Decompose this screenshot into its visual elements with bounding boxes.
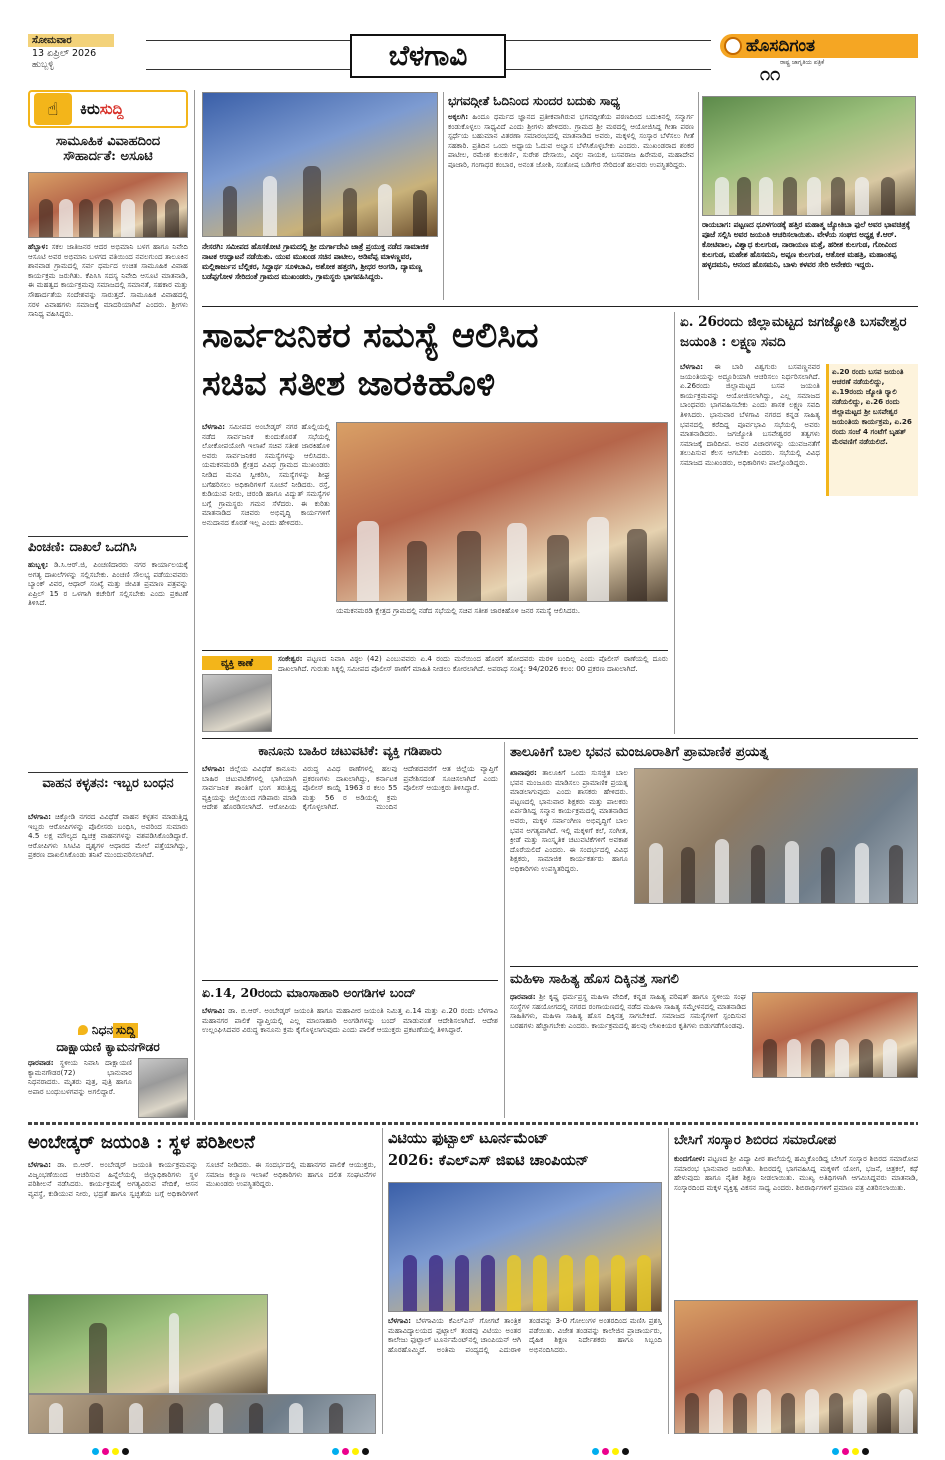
vyakti-kane-text: ವ್ಯಕ್ತಿ ಕಾಣೆ — [220, 657, 254, 669]
top-photo-caption: ನೇಸರಗಿ: ಸಮೀಪದ ಹೊಸಕೋಟಿ ಗ್ರಾಮದಲ್ಲಿ ಶ್ರೀ ದುರ್ಗಾದೇವಿ ಜಾತ್ರೆ ಪ್ರಯುಕ್ತ ನಡೆದ ಸಾಮಾಜಿಕ ನಾಟಕ ಉದ್ಘಾಟನೆ ನಡೆಯಿತು. ಯುವ ಮುಖಂಡ ಸಚಿನ ಪಾಟೀಲ, ಅಡಿವೆಪ್ಪ ಮಾಳಣ್ಣವರ, ಮಲ್ಲಿಕಾರ್ಜುನ ಬೆಲ್ಲಿಕರ, ಸಿದ್ದಾರ್ಥ ಸೂಳಿಬಾವಿ, ಅಶೋಕ ಹತ್ತರಗಿ, ಶ್ರೀಧರ ಅಂಗಡಿ, ದ್ಯಾಮಣ್ಣ ಬಡೆಪ್ಪಗೋಳ ಸೇರಿದಂತೆ ಗ್ರಾಮದ ಮುಖಂಡರು, ಗ್ರಾಮಸ್ಥರು ಭಾಗವಹಿಸಿದ್ದರು. — [202, 242, 429, 281]
jayanti-highlight: ಏ.20 ರಂದು ಬಸವ ಜಯಂತಿ ಆಚರಣೆ ನಡೆಯಲಿದ್ದು, ಏ.19ರಂದು ಜ್ಯೋತಿ ರ‍್ಯಾಲಿ ನಡೆಯಲಿದ್ದು, ಏ.26 ರಂದು ಜಿಲ್ಲಾಮಟ್ಟದ ಶ್ರೀ ಬಸವೇಶ್ವರ ಜಯಂತಿಯ ಕಾರ್ಯಕ್ರಮ, ಏ.26 ರಂದು ಸಂಜೆ 4 ಗಂಟೆಗೆ ಬೃಹತ್ ಮೆರವಣಿಗೆ ನಡೆಯಲಿದೆ. — [832, 367, 912, 446]
date-block — [28, 34, 140, 82]
besige-dateline: ಕುಂದಗೋಳ: — [674, 1154, 705, 1163]
top-photo — [202, 92, 438, 237]
bhagavadgita-dateline: ಅಕ್ಕಲಗಿ: — [448, 112, 469, 121]
kiru-item-3-headline: ವಾಹನ ಕಳ್ಳತನ: ಇಬ್ಬರ ಬಂಧನ — [42, 776, 174, 791]
vyakti-kane-dateline: ಸಂಕೇಶ್ವರ: — [278, 654, 303, 663]
minister-photo-caption: ಯಮಕನಮರಡಿ ಕ್ಷೇತ್ರದ ಗ್ರಾಮದಲ್ಲಿ ನಡೆದ ಸಭೆಯಲ್ಲಿ ಸಚಿವ ಸತೀಶ ಜಾರಕಿಹೊಳಿ ಜನರ ಸಮಸ್ಯೆ ಆಲಿಸಿದರು. — [336, 606, 581, 615]
bhagavadgita-body — [448, 112, 694, 302]
divider — [510, 966, 918, 967]
balabhavana-photo — [634, 768, 918, 904]
section-title-box — [350, 34, 506, 78]
jayanti-text: ಈ ಬಾರಿ ವಿಶ್ವಗುರು ಬಸವಣ್ಣನವರ ಜಯಂತಿಯನ್ನು ಅದ್ದೂರಿಯಾಗಿ ಆಚರಿಸಲು ನಿರ್ಧರಿಸಲಾಗಿದೆ. ಏ.26ರಂದು ಜಿಲ್ಲಾಮಟ್ಟದ ಬಸವ ಜಯಂತಿ ಕಾರ್ಯಕ್ರಮವನ್ನು ಆಯೋಜಿಸಲಾಗಿದ್ದು, ಎಲ್ಲ ಸಮಾಜದ ಬಾಂಧವರು ಭಾಗವಹಿಸಬೇಕು ಎಂದು ಶಾಸಕ ಲಕ್ಷ್ಮಣ ಸವದಿ ತಿಳಿಸಿದರು. ಭಾನುವಾರ ಬೆಳಗಾವಿ ನಗರದ ಕನ್ನಡ ಸಾಹಿತ್ಯ ಭವನದಲ್ಲಿ ಕರೆದಿದ್ದ ಪೂರ್ವಭಾವಿ ಸಭೆಯಲ್ಲಿ ಅವರು ಮಾತನಾಡಿದರು. ಜಗಜ್ಯೋತಿ ಬಸವೇಶ್ವರರ ತತ್ವಗಳು ಸಮಾಜಕ್ಕೆ ದಾರಿದೀಪ. ಅವರ ವಿಚಾರಗಳನ್ನು ಯುವಜನತೆಗೆ ತಲುಪಿಸುವ ಕೆಲಸ ಆಗಬೇಕು ಎಂದರು. ಸಭೆಯಲ್ಲಿ ವಿವಿಧ ಸಮಾಜದ ಮುಖಂಡರು, ಅಧಿಕಾರಿಗಳು ಪಾಲ್ಗೊಂಡಿದ್ದರು. — [680, 362, 820, 467]
football-headline-line1: ವಿಟಿಯು ಫುಟ್ಬಾಲ್ ಟೂರ್ನಮೆಂಟ್ — [388, 1130, 549, 1147]
kiru-item-1-dateline: ಹೆಬ್ಬಾಳ: — [28, 242, 49, 251]
mahila-dateline: ಧಾರವಾಡ: — [510, 992, 536, 1001]
jayanti-body-right — [826, 502, 918, 734]
nidhana-text: ಸ್ಥಳೀಯ ನಿವಾಸಿ ದಾಕ್ಷಾಯಣಿ ಕ್ಯಾಮನಗೌಡರ(72) ಭಾನುವಾರ ನಿಧನರಾದರು. ಮೃತರು ಪುತ್ರ, ಪುತ್ರಿ ಹಾಗೂ ಅಪಾರ ಬಂಧುಬಳಗವನ್ನು ಅಗಲಿದ್ದಾರೆ. — [28, 1058, 132, 1096]
besige-body — [674, 1154, 918, 1290]
minister-headline-line1: ಸಾರ್ವಜನಿಕರ ಸಮಸ್ಯೆ ಆಲಿಸಿದ — [202, 315, 539, 356]
nidhana-logo — [28, 1022, 188, 1038]
column-rule — [382, 1128, 383, 1434]
column-rule — [668, 1128, 669, 1434]
football-dateline: ಬೆಳಗಾವಿ: — [388, 1316, 412, 1325]
kiru-item-1-body — [28, 242, 188, 532]
city-label: ಹುಬ್ಬಳ್ಳಿ — [32, 60, 54, 70]
bhagavadgita-text: ಹಿಂದೂ ಧರ್ಮದ ಜ್ಞಾನದ ಪ್ರತೀಕವಾಗಿರುವ ಭಗವದ್ಗೀತೆಯ ಪಠಣದಿಂದ ಬದುಕಿನಲ್ಲಿ ಸನ್ಮಾರ್ಗ ಕಂಡುಕೊಳ್ಳಲು ಸಾಧ್ಯವಿದೆ ಎಂದು ಶ್ರೀಗಳು ಹೇಳಿದರು. ಗ್ರಾಮದ ಶ್ರೀ ಮಠದಲ್ಲಿ ಆಯೋಜಿಸಿದ್ದ ಗೀತಾ ಪಠಣ ಸ್ಪರ್ಧೆಯ ಬಹುಮಾನ ವಿತರಣಾ ಸಮಾರಂಭದಲ್ಲಿ ಮಾತನಾಡಿದ ಅವರು, ಮಕ್ಕಳಲ್ಲಿ ಸಂಸ್ಕಾರ ಬೆಳೆಸಲು ಗೀತೆ ಸಹಕಾರಿ. ಪ್ರತಿದಿನ ಒಂದು ಅಧ್ಯಾಯ ಓದುವ ಅಭ್ಯಾಸ ಬೆಳೆಸಿಕೊಳ್ಳಬೇಕು ಎಂದರು. ಮುಖಂಡರಾದ ಶಂಕರ ಪಾಟೀಲ, ರಮೇಶ ಕುಲಕರ್ಣಿ, ಸುರೇಶ ದೇಸಾಯಿ, ವಿಠ್ಠಲ ನಾಯಕ, ಬಸವರಾಜ ಹಿರೇಮಠ, ಮಹಾದೇವ ಪೂಜಾರಿ, ಗಂಗಾಧರ ಕಂಬಾರ, ಅನಂತ ಜೋಶಿ, ಸಂತೋಷ ಬಡಿಗೇರ ಸೇರಿದಂತೆ ಹಲವರು ಉಪಸ್ಥಿತರಿದ್ದರು. — [448, 112, 694, 169]
brand-band — [720, 34, 918, 58]
mamsahara-dateline: ಬೆಳಗಾವಿ: — [202, 1006, 226, 1015]
raybag-photo — [702, 96, 916, 216]
kiru-item-1-photo — [28, 172, 188, 238]
ambedkar-headline: ಅಂಬೇಡ್ಕರ್ ಜಯಂತಿ : ಸ್ಥಳ ಪರಿಶೀಲನೆ — [28, 1132, 255, 1153]
registration-marks — [92, 1440, 892, 1450]
column-rule — [443, 92, 444, 300]
kiru-item-2-body — [28, 560, 188, 768]
ambedkar-body — [28, 1160, 376, 1290]
minister-headline — [202, 312, 668, 414]
kiru-item-2-text: ಡಿ.ಸಿ.ಆರ್.ಜಿ, ಪಿಂಚಣಿದಾರರು ನಗರ ಕಾರ್ಯಾಲಯಕ್ಕೆ ಅಗತ್ಯ ದಾಖಲೆಗಳನ್ನು ಸಲ್ಲಿಸಬೇಕು. ಪಿಂಚಣಿ ಸೌಲಭ್ಯ ಪಡೆಯುವವರು ಬ್ಯಾಂಕ್ ವಿವರ, ಆಧಾರ್ ಸಂಖ್ಯೆ ಮತ್ತು ಜೀವಿತ ಪ್ರಮಾಣ ಪತ್ರವನ್ನು ಏಪ್ರಿಲ್ 15 ರ ಒಳಗಾಗಿ ಕಚೇರಿಗೆ ಸಲ್ಲಿಸಬೇಕು ಎಂದು ಪ್ರಕಟಣೆ ತಿಳಿಸಿದೆ. — [28, 560, 188, 608]
vyakti-kane-label — [202, 656, 272, 670]
kiru-item-1-headline: ಸಾಮೂಹಿಕ ವಿವಾಹದಿಂದ ಸೌಹಾರ್ದತೆ: ಅಸೂಟಿ — [55, 134, 161, 164]
kanoonu-body — [202, 764, 498, 976]
kiru-item-3-text: ಚಿಕ್ಕೋಡಿ ನಗರದ ವಿವಿಧೆಡೆ ವಾಹನ ಕಳ್ಳತನ ಮಾಡುತ್ತಿದ್ದ ಇಬ್ಬರು ಆರೋಪಿಗಳನ್ನು ಪೊಲೀಸರು ಬಂಧಿಸಿ, ಅವರಿಂದ ಸುಮಾರು 4.5 ಲಕ್ಷ ಮೌಲ್ಯದ ದ್ವಿಚಕ್ರ ವಾಹನಗಳನ್ನು ವಶಪಡಿಸಿಕೊಂಡಿದ್ದಾರೆ. ಆರೋಪಿಗಳು ಸಿಸಿಟಿವಿ ದೃಶ್ಯಗಳ ಆಧಾರದ ಮೇಲೆ ಪತ್ತೆಯಾಗಿದ್ದು, ಪ್ರಕರಣ ದಾಖಲಿಸಿಕೊಂಡು ತನಿಖೆ ಮುಂದುವರಿಸಲಾಗಿದೆ. — [28, 812, 188, 860]
balabhavana-text: ತಾಲೂಕಿಗೆ ಒಂದು ಸುಸಜ್ಜಿತ ಬಾಲ ಭವನ ಮಂಜೂರು ಮಾಡಿಸಲು ಪ್ರಾಮಾಣಿಕ ಪ್ರಯತ್ನ ಮಾಡಲಾಗುವುದು ಎಂದು ಶಾಸಕರು ಹೇಳಿದರು. ಪಟ್ಟಣದಲ್ಲಿ ಭಾನುವಾರ ಶಿಕ್ಷಕರು ಮತ್ತು ಪಾಲಕರು ಏರ್ಪಡಿಸಿದ್ದ ಸನ್ಮಾನ ಕಾರ್ಯಕ್ರಮದಲ್ಲಿ ಮಾತನಾಡಿದ ಅವರು, ಮಕ್ಕಳ ಸರ್ವಾಂಗೀಣ ಅಭಿವೃದ್ಧಿಗೆ ಬಾಲ ಭವನ ಅಗತ್ಯವಾಗಿದೆ. ಇಲ್ಲಿ ಮಕ್ಕಳಿಗೆ ಕಲೆ, ಸಂಗೀತ, ಕ್ರೀಡೆ ಮತ್ತು ಸಾಂಸ್ಕೃತಿಕ ಚಟುವಟಿಕೆಗಳಿಗೆ ಅವಕಾಶ ದೊರೆಯಲಿದೆ ಎಂದರು. ಈ ಸಂದರ್ಭದಲ್ಲಿ ವಿವಿಧ ಶಿಕ್ಷಕರು, ಸಾಮಾಜಿಕ ಕಾರ್ಯಕರ್ತರು ಹಾಗೂ ಅಧಿಕಾರಿಗಳು ಉಪಸ್ಥಿತರಿದ್ದರು. — [510, 768, 628, 873]
bhagavadgita-headline: ಭಗವದ್ಗೀತೆ ಓದಿನಿಂದ ಸುಂದರ ಬದುಕು ಸಾಧ್ಯ — [448, 94, 620, 108]
kiru-suddi-logo — [28, 90, 188, 128]
mamsahara-body — [202, 1006, 498, 1116]
kiru-item-3-dateline: ಬೆಳಗಾವಿ: — [28, 812, 52, 821]
nidhana-suddi-label: ಸುದ್ದಿ — [113, 1023, 138, 1038]
mahila-photo — [752, 992, 918, 1078]
balabhavana-body-bottom — [510, 930, 918, 964]
football-headline — [388, 1128, 662, 1180]
divider — [202, 738, 918, 739]
column-rule — [674, 312, 675, 734]
lamp-icon — [724, 37, 742, 55]
lamp-icon — [78, 1025, 88, 1035]
bottom-strip-rule — [28, 1122, 918, 1125]
divider — [202, 306, 918, 307]
football-photo — [388, 1182, 662, 1312]
divider — [28, 772, 188, 773]
section-title: ಬೆಳಗಾವಿ — [388, 39, 468, 72]
besige-text: ಪಟ್ಟಣದ ಶ್ರೀ ವಿದ್ಯಾ ಪೀಠ ಶಾಲೆಯಲ್ಲಿ ಹಮ್ಮಿಕೊಂಡಿದ್ದ ಬೇಸಿಗೆ ಸಂಸ್ಕಾರ ಶಿಬಿರದ ಸಮಾರೋಪ ಸಮಾರಂಭ ಭಾನುವಾರ ಜರುಗಿತು. ಶಿಬಿರದಲ್ಲಿ ಭಾಗವಹಿಸಿದ್ದ ಮಕ್ಕಳಿಗೆ ಯೋಗ, ಭಜನೆ, ಚಿತ್ರಕಲೆ, ಕಥೆ ಹೇಳುವುದು ಹಾಗೂ ನೈತಿಕ ಶಿಕ್ಷಣ ನೀಡಲಾಯಿತು. ಮುಖ್ಯ ಅತಿಥಿಗಳಾಗಿ ಆಗಮಿಸಿದ್ದವರು ಮಾತನಾಡಿ, ಸಂಸ್ಕಾರದಿಂದ ಮಕ್ಕಳ ವ್ಯಕ್ತಿತ್ವ ವಿಕಸನ ಸಾಧ್ಯ ಎಂದರು. ಶಿಬಿರಾರ್ಥಿಗಳಿಗೆ ಪ್ರಮಾಣ ಪತ್ರ ವಿತರಿಸಲಾಯಿತು. — [674, 1154, 918, 1192]
brand-box — [720, 34, 918, 84]
column-rule — [504, 742, 505, 1118]
brand-tagline: ರಾಷ್ಟ್ರ ಜಾಗೃತಿಯ ಪತ್ರಿಕೆ — [780, 59, 825, 66]
mamsahara-text: ಡಾ. ಬಿ.ಆರ್. ಅಂಬೇಡ್ಕರ್ ಜಯಂತಿ ಹಾಗೂ ಮಹಾವೀರ ಜಯಂತಿ ನಿಮಿತ್ತ ಏ.14 ಮತ್ತು ಏ.20 ರಂದು ಬೆಳಗಾವಿ ಮಹಾನಗರ ಪಾಲಿಕೆ ವ್ಯಾಪ್ತಿಯಲ್ಲಿ ಎಲ್ಲ ಮಾಂಸಾಹಾರಿ ಅಂಗಡಿಗಳನ್ನು ಬಂದ್ ಮಾಡುವಂತೆ ಆದೇಶಿಸಲಾಗಿದೆ. ಆದೇಶ ಉಲ್ಲಂಘಿಸಿದವರ ವಿರುದ್ಧ ಕಾನೂನು ಕ್ರಮ ಕೈಗೊಳ್ಳಲಾಗುವುದು ಎಂದು ಪಾಲಿಕೆ ಆಯುಕ್ತರು ಪ್ರಕಟಣೆಯಲ್ಲಿ ತಿಳಿಸಿದ್ದಾರೆ. — [202, 1006, 498, 1035]
balabhavana-headline: ತಾಲೂಕಿಗೆ ಬಾಲ ಭವನ ಮಂಜೂರಾತಿಗೆ ಪ್ರಾಮಾಣಿಕ ಪ್ರಯತ್ನ — [510, 744, 769, 760]
ambedkar-dateline: ಬೆಳಗಾವಿ: — [28, 1160, 52, 1169]
kiru-item-2-headline: ಪಿಂಚಣಿ: ದಾಖಲೆ ಒದಗಿಸಿ — [28, 540, 137, 555]
besige-headline: ಬೇಸಿಗೆ ಸಂಸ್ಕಾರ ಶಿಬಿರದ ಸಮಾರೋಪ — [674, 1132, 837, 1148]
minister-dateline: ಬೆಳಗಾವಿ: — [202, 422, 226, 431]
ambedkar-text: ಡಾ. ಬಿ.ಆರ್. ಅಂಬೇಡ್ಕರ್ ಜಯಂತಿ ಕಾರ್ಯಕ್ರಮವನ್ನು ವಿಜೃಂಭಣೆಯಿಂದ ಆಚರಿಸುವ ಹಿನ್ನೆಲೆಯಲ್ಲಿ ಜಿಲ್ಲಾಧಿಕಾರಿಗಳು ಸ್ಥಳ ಪರಿಶೀಲನೆ ನಡೆಸಿದರು. ಕಾರ್ಯಕ್ರಮಕ್ಕೆ ಅಗತ್ಯವಿರುವ ವೇದಿಕೆ, ಆಸನ ವ್ಯವಸ್ಥೆ, ಕುಡಿಯುವ ನೀರು, ಭದ್ರತೆ ಹಾಗೂ ಸ್ವಚ್ಛತೆಯ ಬಗ್ಗೆ ಅಧಿಕಾರಿಗಳಿಗೆ ಸೂಚನೆ ನೀಡಿದರು. ಈ ಸಂದರ್ಭದಲ್ಲಿ ಮಹಾನಗರ ಪಾಲಿಕೆ ಆಯುಕ್ತರು, ಸಮಾಜ ಕಲ್ಯಾಣ ಇಲಾಖೆ ಅಧಿಕಾರಿಗಳು ಹಾಗೂ ದಲಿತ ಸಂಘಟನೆಗಳ ಮುಖಂಡರು ಉಪಸ್ಥಿತರಿದ್ದರು. — [28, 1160, 376, 1198]
kiru-suddi-column — [28, 90, 188, 1120]
vyakti-kane-text-body: ಪಟ್ಟಣದ ನಿವಾಸಿ ವಿಠ್ಠಲ (42) ಎಂಬುವವರು ಏ.4 ರಂದು ಮನೆಯಿಂದ ಹೊರಗೆ ಹೋದವರು ಮರಳಿ ಬಂದಿಲ್ಲ ಎಂದು ಪೊಲೀಸ್ ಠಾಣೆಯಲ್ಲಿ ದೂರು ದಾಖಲಾಗಿದೆ. ಗುರುತು ಸಿಕ್ಕಲ್ಲಿ ಸಮೀಪದ ಪೊಲೀಸ್ ಠಾಣೆಗೆ ಮಾಹಿತಿ ನೀಡಲು ಕೋರಲಾಗಿದೆ. ಅಪರಾಧ ಸಂಖ್ಯೆ: 94/2026 ಕಲಂ: 00 ಪ್ರಕರಣ ದಾಖಲಾಗಿದೆ. — [278, 654, 668, 673]
column-rule — [698, 92, 699, 300]
mahila-text: ಶ್ರೀ ಕೃಷ್ಣ ಧರ್ಮಪ್ರಸ್ಥ ಮಹಿಳಾ ವೇದಿಕೆ, ಕನ್ನಡ ಸಾಹಿತ್ಯ ಪರಿಷತ್ ಹಾಗೂ ಸ್ಥಳೀಯ ಸಂಘ ಸಂಸ್ಥೆಗಳ ಸಹಯೋಗದಲ್ಲಿ ನಗರದ ರಂಗಾಯಣದಲ್ಲಿ ನಡೆದ ಮಹಿಳಾ ಸಾಹಿತ್ಯ ಸಮ್ಮೇಳನದಲ್ಲಿ ಮಾತನಾಡಿದ ಸಾಹಿತಿಗಳು, ಮಹಿಳಾ ಸಾಹಿತ್ಯ ಹೊಸ ದಿಕ್ಕಿನತ್ತ ಸಾಗಬೇಕಿದೆ. ಸಮಾಜದ ಸಮಸ್ಯೆಗಳಿಗೆ ಸ್ಪಂದಿಸುವ ಬರಹಗಳು ಹೆಚ್ಚಾಗಬೇಕು ಎಂದರು. ಕಾರ್ಯಕ್ರಮದಲ್ಲಿ ಹಲವು ಲೇಖಕಿಯರ ಕೃತಿಗಳು ಬಿಡುಗಡೆಗೊಂಡವು. — [510, 992, 746, 1030]
jayanti-highlight-box — [826, 364, 918, 496]
mahila-headline: ಮಹಿಳಾ ಸಾಹಿತ್ಯ ಹೊಸ ದಿಕ್ಕಿನತ್ತ ಸಾಗಲಿ — [510, 971, 679, 987]
football-headline-line2: 2026: ಕೆಎಲ್‌ಎಸ್ ಜಿಐಟಿ ಚಾಂಪಿಯನ್ — [388, 1152, 589, 1169]
balabhavana-body — [510, 768, 628, 928]
minister-headline-line2: ಸಚಿವ ಸತೀಶ ಜಾರಕಿಹೊಳಿ — [202, 363, 496, 404]
nidhana-label: ನಿಧನ — [91, 1022, 114, 1037]
minister-text: ಸಮೀಪದ ಅಂಬೇಡ್ಕರ್ ನಗರ ಹೊಲ್ಲಿಯಲ್ಲಿ ನಡೆದ ಸಾರ್ವಜನಿಕ ಕುಂದುಕೊರತೆ ಸಭೆಯಲ್ಲಿ ಲೋಕೋಪಯೋಗಿ ಇಲಾಖೆ ಸಚಿವ ಸತೀಶ ಜಾರಕಿಹೊಳಿ ಅವರು ಸಾರ್ವಜನಿಕರ ಸಮಸ್ಯೆಗಳನ್ನು ಆಲಿಸಿದರು. ಯಮಕನಮರಡಿ ಕ್ಷೇತ್ರದ ವಿವಿಧ ಗ್ರಾಮದ ಮುಖಂಡರು ನೀಡಿದ ಮನವಿ ಸ್ವೀಕರಿಸಿ, ಸಮಸ್ಯೆಗಳನ್ನು ಶೀಘ್ರ ಬಗೆಹರಿಸಲು ಅಧಿಕಾರಿಗಳಿಗೆ ಸೂಚನೆ ನೀಡಿದರು. ರಸ್ತೆ, ಕುಡಿಯುವ ನೀರು, ಚರಂಡಿ ಹಾಗೂ ವಿದ್ಯುತ್ ಸಮಸ್ಯೆಗಳ ಬಗ್ಗೆ ಗ್ರಾಮಸ್ಥರು ಗಮನ ಸೆಳೆದರು. ಈ ಕುರಿತು ಮಾತನಾಡಿದ ಸಚಿವರು ಅಭಿವೃದ್ಧಿ ಕಾರ್ಯಗಳಿಗೆ ಅನುದಾನದ ಕೊರತೆ ಇಲ್ಲ ಎಂದು ಹೇಳಿದರು. — [202, 422, 330, 527]
page-number: ೧೧ — [760, 64, 781, 85]
minister-body-left — [202, 422, 330, 644]
football-body — [388, 1316, 662, 1434]
vyakti-kane-body — [278, 654, 668, 734]
nidhana-name: ದಾಕ್ಷಾಯಣಿ ಕ್ಯಾಮನಗೌಡರ — [56, 1040, 160, 1054]
minister-photo — [336, 422, 668, 602]
kanoonu-headline: ಕಾನೂನು ಬಾಹಿರ ಚಟುವಟಿಕೆ: ವ್ಯಕ್ತಿ ಗಡಿಪಾರು — [258, 743, 442, 758]
divider — [202, 980, 498, 981]
column-rule — [194, 90, 195, 1120]
masthead — [28, 28, 918, 90]
ambedkar-photo-group — [28, 1394, 376, 1434]
brand-name: ಹೊಸದಿಗಂತ — [746, 36, 816, 56]
besige-photo — [674, 1300, 918, 1434]
suddi-label: ಸುದ್ದಿ — [99, 100, 124, 118]
kiru-label: ಕಿರು — [80, 100, 100, 118]
nidhana-dateline: ಧಾರವಾಡ: — [28, 1058, 54, 1067]
nidhana-portrait — [138, 1058, 188, 1118]
raybag-caption: ರಾಯಬಾಗ: ಪಟ್ಟಣದ ಧೂಳಗಂಡಕ್ಕೆ ಹತ್ತಿರ ಮಹಾತ್ಮ ಜ್ಯೋತಿಬಾ ಫುಲೆ ಅವರ ಭಾವಚಿತ್ರಕ್ಕೆ ಪೂಜೆ ಸಲ್ಲಿಸಿ ಅವರ ಜಯಂತಿ ಆಚರಿಸಲಾಯಿತು. ವೇಳೆಯ ಸಂಘದ ಅಧ್ಯಕ್ಷ ಕೆ.ಆರ್. ಕೋಟಿವಾಲ, ವಿಶ್ವಾಧ ಕುಲಗುಡ, ನಾರಾಯಣ ಮತ್ತೆ, ಹರೀಶ ಕುಲಗುಡ, ಗೋವಿಂದ ಕುಲಗುಡ, ಮಹೇಶ ಹೊಸಮನಿ, ಅಪ್ಪಣ ಕುಲಗುಡ, ಆತೋಕ ಮಹತ್ರಿ, ಮಹಾಂತಪ್ಪ ಹಳ್ಳದಮನಿ, ಆನಂದ ಹೊಸಮನಿ, ಬಾಳು ಕಳವರ ಸೇರಿ ಅನೇಕರು ಇದ್ದರು. — [702, 220, 911, 269]
nidhana-box — [28, 1022, 188, 1118]
kanoonu-dateline: ಬೆಳಗಾವಿ: — [202, 764, 226, 773]
balabhavana-dateline: ಖಾನಾಪುರ: — [510, 768, 537, 777]
kiru-item-2-dateline: ಹುಬ್ಬಳ್ಳಿ: — [28, 560, 49, 569]
divider — [28, 536, 188, 537]
kanoonu-text: ಜಿಲ್ಲೆಯ ವಿವಿಧೆಡೆ ಕಾನೂನು ಬಾಹಿರ ಚಟುವಟಿಕೆಗಳಲ್ಲಿ ಭಾಗಿಯಾಗಿ ಸಾರ್ವಜನಿಕ ಶಾಂತಿಗೆ ಭಂಗ ತರುತ್ತಿದ್ದ ವ್ಯಕ್ತಿಯನ್ನು ಜಿಲ್ಲೆಯಿಂದ ಗಡಿಪಾರು ಮಾಡಿ ಆದೇಶ ಹೊರಡಿಸಲಾಗಿದೆ. ಆರೋಪಿಯ ವಿರುದ್ಧ ವಿವಿಧ ಠಾಣೆಗಳಲ್ಲಿ ಹಲವು ಪ್ರಕರಣಗಳು ದಾಖಲಾಗಿದ್ದು, ಕರ್ನಾಟಕ ಪೊಲೀಸ್ ಕಾಯ್ದೆ 1963 ರ ಕಲಂ 55 ಮತ್ತು 56 ರ ಅಡಿಯಲ್ಲಿ ಕ್ರಮ ಕೈಗೊಳ್ಳಲಾಗಿದೆ. ಮುಂದಿನ ಆದೇಶದವರೆಗೆ ಆತ ಜಿಲ್ಲೆಯ ವ್ಯಾಪ್ತಿಗೆ ಪ್ರವೇಶಿಸದಂತೆ ಸೂಚಿಸಲಾಗಿದೆ ಎಂದು ಪೊಲೀಸ್ ಆಯುಕ್ತರು ತಿಳಿಸಿದ್ದಾರೆ. — [202, 764, 498, 812]
football-text: ಬೆಳಗಾವಿಯ ಕೆಎಲ್‌ಎಸ್ ಗೋಗಟೆ ತಾಂತ್ರಿಕ ಮಹಾವಿದ್ಯಾಲಯದ ಫುಟ್ಬಾಲ್ ತಂಡವು ವಿಟಿಯು ಅಂತರ ಕಾಲೇಜು ಫುಟ್ಬಾಲ್ ಟೂರ್ನಮೆಂಟ್‌ನಲ್ಲಿ ಚಾಂಪಿಯನ್ ಆಗಿ ಹೊರಹೊಮ್ಮಿದೆ. ಅಂತಿಮ ಪಂದ್ಯದಲ್ಲಿ ಎದುರಾಳಿ ತಂಡವನ್ನು 3-0 ಗೋಲುಗಳ ಅಂತರದಿಂದ ಮಣಿಸಿ ಪ್ರಶಸ್ತಿ ಪಡೆಯಿತು. ವಿಜೇತ ತಂಡವನ್ನು ಕಾಲೇಜಿನ ಪ್ರಾಚಾರ್ಯರು, ದೈಹಿಕ ಶಿಕ್ಷಣ ನಿರ್ದೇಶಕರು ಹಾಗೂ ಸಿಬ್ಬಂದಿ ಅಭಿನಂದಿಸಿದರು. — [388, 1316, 662, 1354]
day-label: ಸೋಮವಾರ — [28, 34, 114, 47]
nidhana-body — [28, 1058, 132, 1118]
date-label: 13 ಏಪ್ರಿಲ್ 2026 — [32, 48, 97, 59]
hand-icon: ☝ — [34, 93, 72, 125]
jayanti-body — [680, 362, 820, 734]
ambedkar-photo-statue — [28, 1294, 268, 1394]
mamsahara-headline: ಏ.14, 20ರಂದು ಮಾಂಸಾಹಾರಿ ಅಂಗಡಿಗಳ ಬಂದ್ — [202, 985, 416, 1000]
mahila-body — [510, 992, 746, 1118]
kiru-item-1-text: ಸಕಲ ಜಾತಿಜನರ ಆದರ ಅಭಿಮಾನಿ ಬಳಗ ಹಾಗೂ ನಿವೇದಿ ಆಸೂಟಿ ಅವರ ಅಭಿಮಾನಿ ಬಳಗದ ವತಿಯಿಂದ ನವಲಗುಂದ ತಾಲೂಕಿನ ಶಾನವಾಡ ಗ್ರಾಮದಲ್ಲಿ ಸರ್ವ ಧರ್ಮದ ಉಚಿತ ಸಾಮೂಹಿಕ ವಿವಾಹ ಕಾರ್ಯಕ್ರಮ ಜರುಗಿತು. ಕೆಪಿಸಿಸಿ ಸದಸ್ಯ ನಿವೇದಿ ಆಸೂಟಿ ಮಾತನಾಡಿ, ಈ ಮಹತ್ವದ ಕಾರ್ಯಕ್ರಮವು ಸಮಾಜದಲ್ಲಿ ಸಮಾನತೆ, ಸಹಕಾರ ಮತ್ತು ಸೌಹಾರ್ದತೆಯ ಸಂದೇಶವನ್ನು ಸಾರುತ್ತದೆ. ಸಾಮೂಹಿಕ ವಿವಾಹದಲ್ಲಿ ಸರಳ ವಿವಾಹಗಳು ಸಮಾಜಕ್ಕೆ ಮಾದರಿಯಾಗಿವೆ ಎಂದರು. ಶ್ರೀಗಳು ಸಾನಿಧ್ಯ ವಹಿಸಿದ್ದರು. — [28, 242, 188, 319]
vyakti-kane-portrait — [202, 674, 272, 732]
jayanti-dateline: ಬೆಳಗಾವಿ: — [680, 362, 704, 371]
jayanti-headline: ಏ. 26ರಂದು ಜಿಲ್ಲಾಮಟ್ಟದ ಜಗಜ್ಯೋತಿ ಬಸವೇಶ್ವರ ಜಯಂತಿ : ಲಕ್ಷ್ಮಣ ಸವದಿ — [680, 314, 907, 350]
divider — [202, 650, 668, 651]
